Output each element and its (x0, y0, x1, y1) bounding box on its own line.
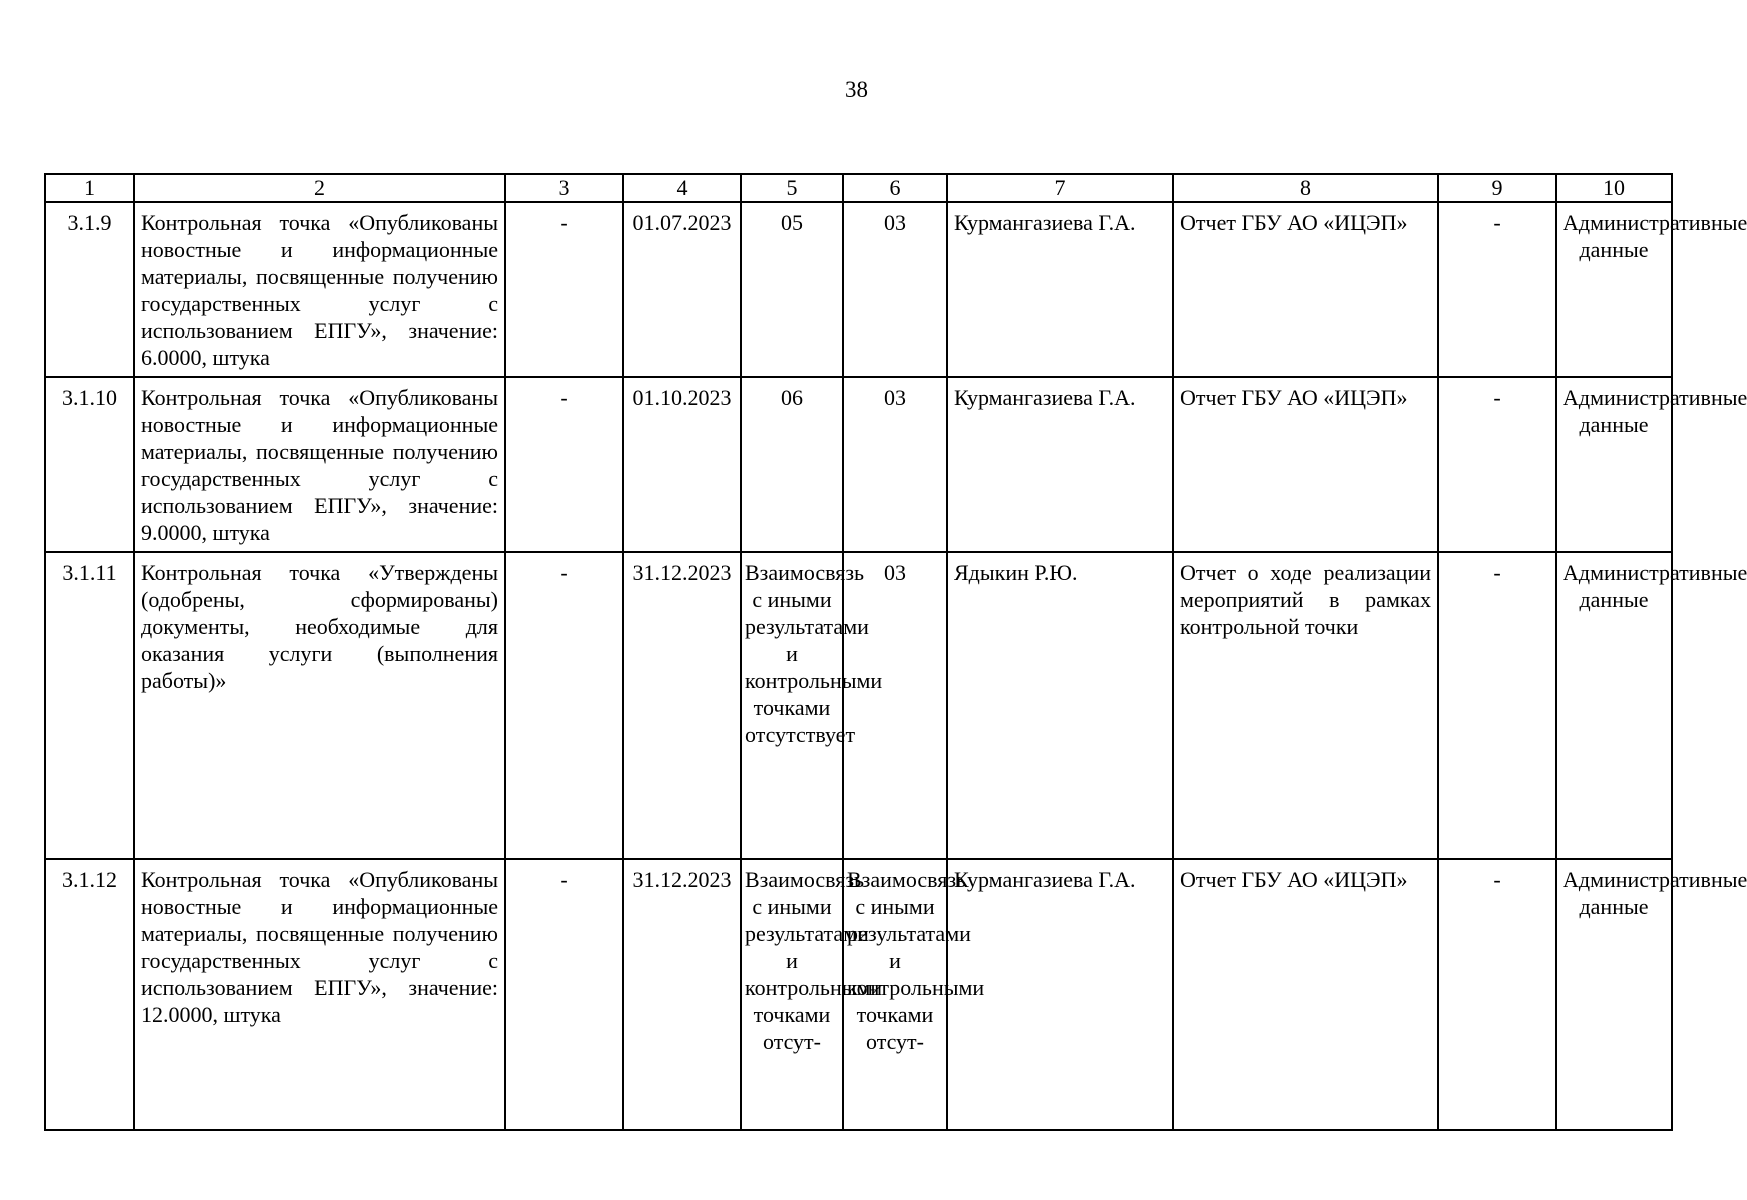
row-responsible: Курмангазиева Г.А. (947, 202, 1173, 377)
header-cell: 2 (134, 174, 505, 202)
table-header-row (45, 174, 1672, 202)
header-cell: 9 (1438, 174, 1556, 202)
row-description: Контрольная точка «Опубликованы новостные и информационные материалы, посвященные получению государственных услуг с использованием ЕПГУ», значение: 9.0000, штука (134, 377, 505, 552)
row-col9: - (1438, 377, 1556, 552)
row-col3: - (505, 859, 623, 1130)
table-row (45, 202, 1672, 377)
header-cell: 1 (45, 174, 134, 202)
row-number: 3.1.9 (45, 202, 134, 377)
row-source: Административные данные (1556, 377, 1672, 552)
row-col3: - (505, 202, 623, 377)
header-cell: 10 (1556, 174, 1672, 202)
checkpoints-table (44, 173, 1747, 1131)
row-col6: Взаимосвязь с иными результатами и контрольными точками отсут- (843, 859, 947, 1130)
row-source: Административные данные (1556, 552, 1672, 859)
header-cell: 7 (947, 174, 1173, 202)
row-number: 3.1.10 (45, 377, 134, 552)
header-cell: 6 (843, 174, 947, 202)
row-source: Административные данные (1556, 202, 1672, 377)
row-description: Контрольная точка «Утверждены (одобрены, сформированы) документы, необходимые для оказания услуги (выполнения работы)» (134, 552, 505, 859)
row-document: Отчет ГБУ АО «ИЦЭП» (1173, 859, 1438, 1130)
row-date: 31.12.2023 (623, 859, 741, 1130)
row-col5: Взаимосвязь с иными результатами и контрольными точками отсут- (741, 859, 843, 1130)
row-col6: 03 (843, 377, 947, 552)
row-description: Контрольная точка «Опубликованы новостные и информационные материалы, посвященные получению государственных услуг с использованием ЕПГУ», значение: 6.0000, штука (134, 202, 505, 377)
row-col5: Взаимосвязь с иными результатами и контрольными точками отсутствует (741, 552, 843, 859)
header-cell: 5 (741, 174, 843, 202)
row-col6: 03 (843, 552, 947, 859)
row-col3: - (505, 377, 623, 552)
row-document: Отчет ГБУ АО «ИЦЭП» (1173, 377, 1438, 552)
row-col6: 03 (843, 202, 947, 377)
row-date: 01.07.2023 (623, 202, 741, 377)
page-number: 38 (845, 77, 868, 102)
row-date: 01.10.2023 (623, 377, 741, 552)
table-row (45, 377, 1672, 552)
row-description: Контрольная точка «Опубликованы новостные и информационные материалы, посвященные получению государственных услуг с использованием ЕПГУ», значение: 12.0000, штука (134, 859, 505, 1130)
row-number: 3.1.12 (45, 859, 134, 1130)
row-responsible: Ядыкин Р.Ю. (947, 552, 1173, 859)
row-col9: - (1438, 859, 1556, 1130)
row-responsible: Курмангазиева Г.А. (947, 377, 1173, 552)
row-document: Отчет о ходе реализации мероприятий в рамках контрольной точки (1173, 552, 1438, 859)
table-row (45, 859, 1672, 1130)
row-document: Отчет ГБУ АО «ИЦЭП» (1173, 202, 1438, 377)
row-col3: - (505, 552, 623, 859)
header-cell: 8 (1173, 174, 1438, 202)
row-col5: 06 (741, 377, 843, 552)
row-col9: - (1438, 202, 1556, 377)
row-source: Административные данные (1556, 859, 1672, 1130)
row-col9: - (1438, 552, 1556, 859)
header-cell: 4 (623, 174, 741, 202)
row-date: 31.12.2023 (623, 552, 741, 859)
header-cell: 3 (505, 174, 623, 202)
row-number: 3.1.11 (45, 552, 134, 859)
row-responsible: Курмангазиева Г.А. (947, 859, 1173, 1130)
table-row (45, 552, 1672, 859)
row-col5: 05 (741, 202, 843, 377)
